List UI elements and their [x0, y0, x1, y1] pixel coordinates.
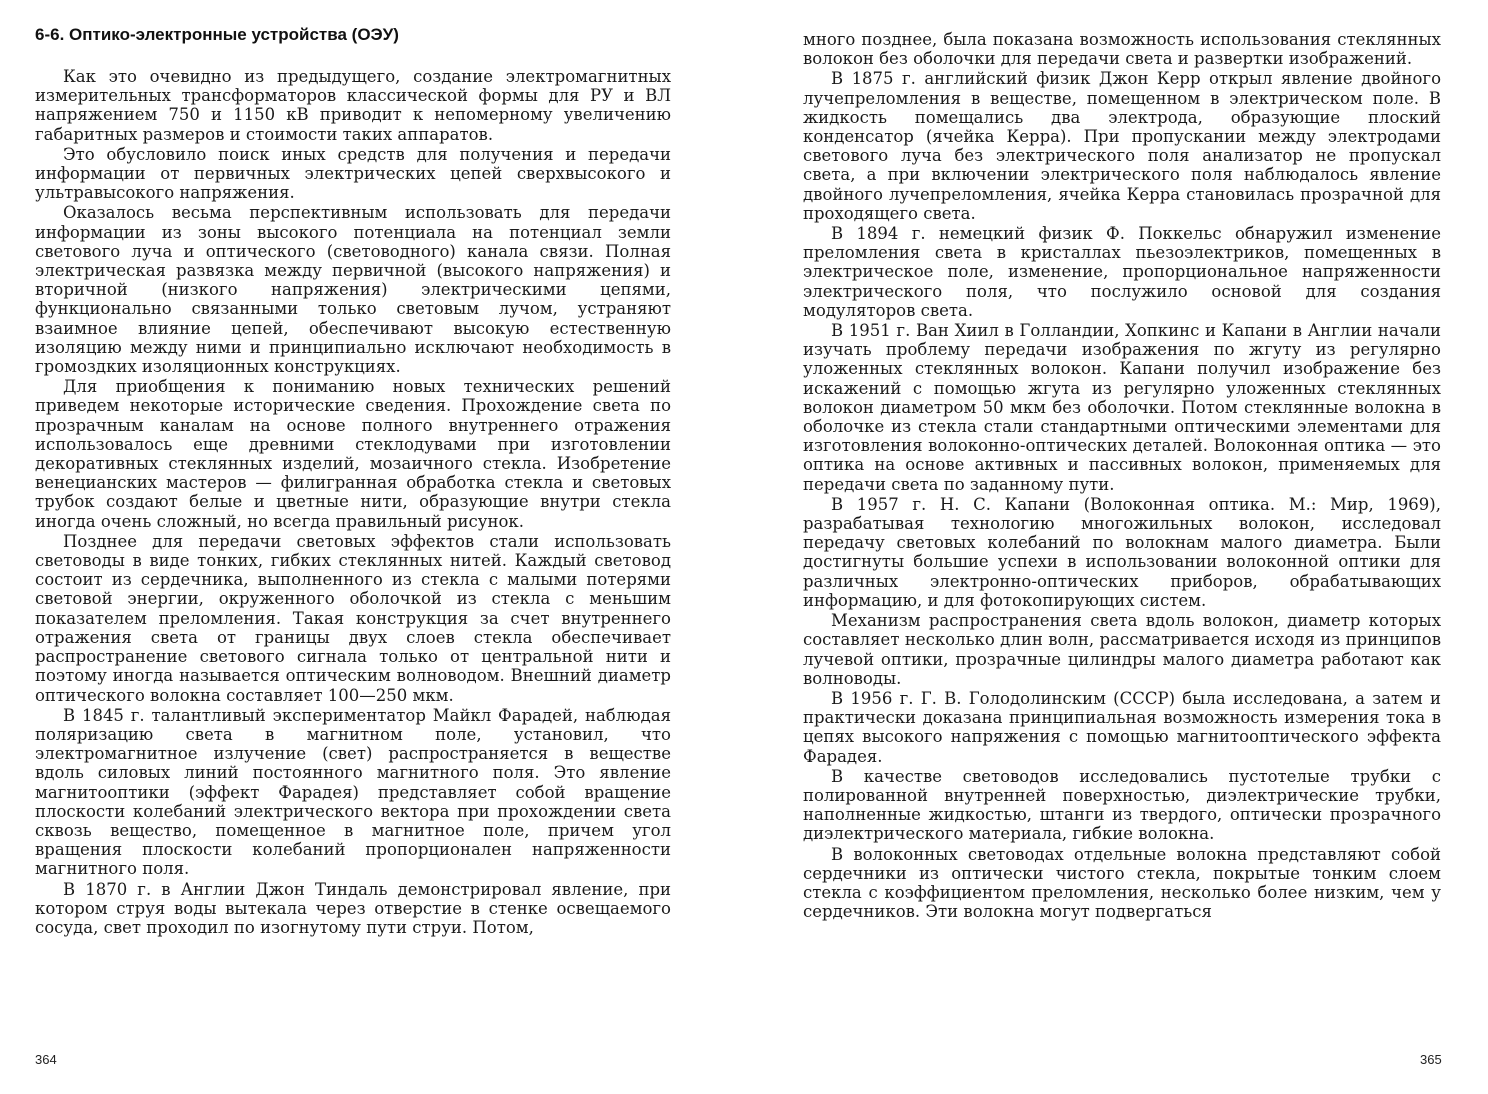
page-number: 364	[35, 1052, 57, 1067]
left-text-column	[35, 67, 671, 938]
paragraph: Позднее для передачи световых эффектов стали использовать световоды в виде тонких, гибких стеклянных нитей. Каждый световод состоит из сердечника, выполненного из стекла с малыми потерями световой энергии, окруженного оболочкой из стекла с меньшим показателем преломления. Такая конструкция за счет внутреннего отражения света от границы двух слоев стекла обеспечивает распространение светового сигнала только от центральной нити и поэтому иногда называется оптическим волноводом. Внешний диаметр оптического волокна составляет 100—250 мкм.	[35, 531, 671, 705]
paragraph: В 1875 г. английский физик Джон Керр открыл явление двойного лучепреломления в веществе, помещенном в электрическом поле. В жидкость помещались два электрода, образующие плоский конденсатор (ячейка Керра). При пропускании между электродами светового луча без электрического поля анализатор не пропускал света, а при включении электрического поля наблюдалось явление двойного лучепреломления, ячейка Керра становилась прозрачной для проходящего света.	[803, 69, 1441, 223]
paragraph: В 1894 г. немецкий физик Ф. Поккельс обнаружил изменение преломления света в кристаллах пьезоэлектриков, помещенных в электрическое поле, изменение, пропорциональное напряженности электрического поля, что послужило основой для создания модуляторов света.	[803, 224, 1441, 320]
right-text-column	[803, 30, 1441, 922]
paragraph: В качестве световодов исследовались пустотелые трубки с полированной внутренней поверхностью, диэлектрические трубки, наполненные жидкостью, штанги из твердого, оптически прозрачного диэлектрического материала, гибкие волокна.	[803, 766, 1441, 844]
right-page	[744, 0, 1488, 1094]
section-heading: 6-6. Оптико-электронные устройства (ОЭУ)	[35, 25, 399, 44]
paragraph: В 1951 г. Ван Хиил в Голландии, Хопкинс и Капани в Англии начали изучать проблему передачи изображения по жгуту из регулярно уложенных стеклянных волокон. Капани получил изображение без искажений с помощью жгута из регулярно уложенных стеклянных волокон диаметром 50 мкм без оболочки. Потом стеклянные волокна в оболочке из стекла стали стандартными оптическими элементами для изготовления волоконно-оптических деталей. Волоконная оптика — это оптика на основе активных и пассивных волокон, применяемых для передачи света по заданному пути.	[803, 321, 1441, 494]
paragraph: В 1957 г. Н. С. Капани (Волоконная оптика. М.: Мир, 1969), разрабатывая технологию многожильных волокон, исследовал передачу световых колебаний по волокнам малого диаметра. Были достигнуты большие успехи в использовании волоконной оптики для различных электронно-оптических приборов, обрабатывающих информацию, и для фотокопирующих систем.	[803, 494, 1441, 610]
paragraph: В 1956 г. Г. В. Голодолинским (СССР) была исследована, а затем и практически доказана принципиальная возможность измерения тока в цепях высокого напряжения с помощью магнитооптического эффекта Фарадея.	[803, 688, 1441, 766]
paragraph: Для приобщения к пониманию новых технических решений приведем некоторые исторические сведения. Прохождение света по прозрачным каналам на основе полного внутреннего отражения использовалось еще древними стеклодувами при изготовлении декоративных стеклянных изделий, мозаичного стекла. Изобретение венецианских мастеров — филигранная обработка стекла и световых трубок создают белые и цветные нити, образующие внутри стекла иногда очень сложный, но всегда правильный рисунок.	[35, 377, 671, 531]
paragraph: В 1845 г. талантливый экспериментатор Майкл Фарадей, наблюдая поляризацию света в магнитном поле, установил, что электромагнитное излучение (свет) распространяется в веществе вдоль силовых линий постоянного магнитного поля. Это явление магнитооптики (эффект Фарадея) представляет собой вращение плоскости колебаний электрического вектора при прохождении света сквозь вещество, помещенное в магнитное поле, причем угол вращения плоскости колебаний пропорционален напряженности магнитного поля.	[35, 705, 671, 879]
paragraph: Оказалось весьма перспективным использовать для передачи информации из зоны высокого потенциала на потенциал земли светового луча и оптического (световодного) канала связи. Полная электрическая развязка между первичной (высокого напряжения) и вторичной (низкого напряжения) электрическими цепями, функционально связанными только световым лучом, устраняют взаимное влияние цепей, обеспечивают высокую естественную изоляцию между ними и принципиально исключают необходимость в громоздких изоляционных конструкциях.	[35, 203, 671, 377]
page-number: 365	[1420, 1052, 1442, 1067]
paragraph-continuation: много позднее, была показана возможность использования стеклянных волокон без оболочки для передачи света и развертки изображений.	[803, 30, 1441, 69]
paragraph: В 1870 г. в Англии Джон Тиндаль демонстрировал явление, при котором струя воды вытекала через отверстие в стенке освещаемого сосуда, свет проходил по изогнутому пути струи. Потом,	[35, 879, 671, 937]
paragraph: Это обусловило поиск иных средств для получения и передачи информации от первичных электрических цепей сверхвысокого и ультравысокого напряжения.	[35, 144, 671, 203]
paragraph: В волоконных световодах отдельные волокна представляют собой сердечники из оптически чистого стекла, покрытые тонким слоем стекла с коэффициентом преломления, несколько более низким, чем у сердечников. Эти волокна могут подвергаться	[803, 844, 1441, 922]
paragraph: Как это очевидно из предыдущего, создание электромагнитных измерительных трансформаторов классической формы для РУ и ВЛ напряжением 750 и 1150 кВ приводит к непомерному увеличению габаритных размеров и стоимости таких аппаратов.	[35, 67, 671, 144]
paragraph: Механизм распространения света вдоль волокон, диаметр которых составляет несколько длин волн, рассматривается исходя из принципов лучевой оптики, прозрачные цилиндры малого диаметра работают как волноводы.	[803, 611, 1441, 688]
